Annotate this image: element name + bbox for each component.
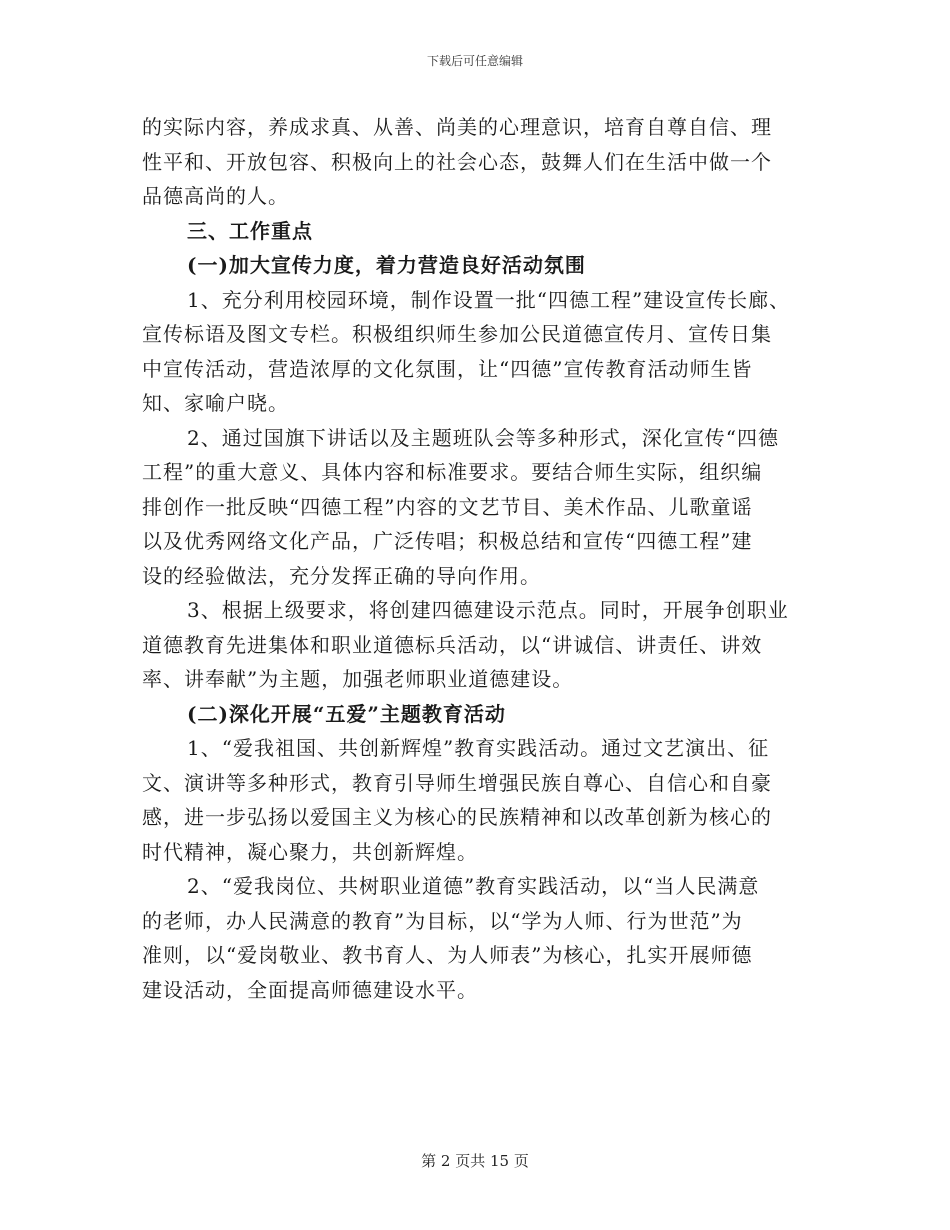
paragraph-line: 1、“爱我祖国、共创新辉煌”教育实践活动。通过文艺演出、征 <box>187 736 770 760</box>
paragraph-line: 以及优秀网络文化产品，广泛传唱；积极总结和宣传“四德工程”建 <box>142 529 753 553</box>
page-footer: 第 2 页共 15 页 <box>421 1152 529 1170</box>
paragraph-line: 设的经验做法，充分发挥正确的导向作用。 <box>142 563 541 588</box>
paragraph-line: 宣传标语及图文专栏。积极组织师生参加公民道德宣传月、宣传日集 <box>142 322 772 346</box>
paragraph-line: 的实际内容，养成求真、从善、尚美的心理意识，培育自尊自信、理 <box>142 115 772 139</box>
paragraph-line: 2、“爱我岗位、共树职业道德”教育实践活动，以“当人民满意 <box>187 874 760 898</box>
paragraph-line: 准则，以“爱岗敬业、教书育人、为人师表”为核心，扎实开展师德 <box>142 943 753 967</box>
paragraph-line: 中宣传活动，营造浓厚的文化氛围，让“四德”宣传教育活动师生皆 <box>142 356 753 381</box>
paragraph-line: 工程”的重大意义、具体内容和标准要求。要结合师生实际，组织编 <box>142 460 763 484</box>
section-heading: (二)深化开展“五爱”主题教育活动 <box>187 701 506 726</box>
paragraph-line: 文、演讲等多种形式，教育引导师生增强民族自尊心、自信心和自豪 <box>142 770 772 795</box>
section-heading: (一)加大宣传力度，着力营造良好活动氛围 <box>187 253 586 277</box>
paragraph-line: 的老师，办人民满意的教育”为目标，以“学为人师、行为世范”为 <box>142 908 743 933</box>
paragraph-line: 建设活动，全面提高师德建设水平。 <box>142 977 478 1002</box>
paragraph-line: 排创作一批反映“四德工程”内容的文艺节目、美术作品、儿歌童谣 <box>142 494 753 519</box>
paragraph-line: 感，进一步弘扬以爱国主义为核心的民族精神和以改革创新为核心的 <box>142 805 772 829</box>
paragraph-line: 性平和、开放包容、积极向上的社会心态，鼓舞人们在生活中做一个 <box>142 149 772 174</box>
paragraph-line: 知、家喻户晓。 <box>142 391 289 415</box>
section-heading: 三、工作重点 <box>187 218 313 243</box>
paragraph-line: 时代精神，凝心聚力，共创新辉煌。 <box>142 839 478 864</box>
paragraph-line: 品德高尚的人。 <box>142 184 289 208</box>
paragraph-line: 率、讲奉献”为主题，加强老师职业道德建设。 <box>142 667 574 691</box>
paragraph-line: 道德教育先进集体和职业道德标兵活动，以“讲诚信、讲责任、讲效 <box>142 632 763 657</box>
page-header: 下载后可任意编辑 <box>426 54 523 68</box>
paragraph-line: 1、充分利用校园环境，制作设置一批“四德工程”建设宣传长廊、 <box>187 287 791 312</box>
document-body <box>142 110 822 1007</box>
paragraph-line: 3、根据上级要求，将创建四德建设示范点。同时，开展争创职业 <box>187 598 789 622</box>
paragraph-line: 2、通过国旗下讲话以及主题班队会等多种形式，深化宣传“四德 <box>187 425 779 450</box>
